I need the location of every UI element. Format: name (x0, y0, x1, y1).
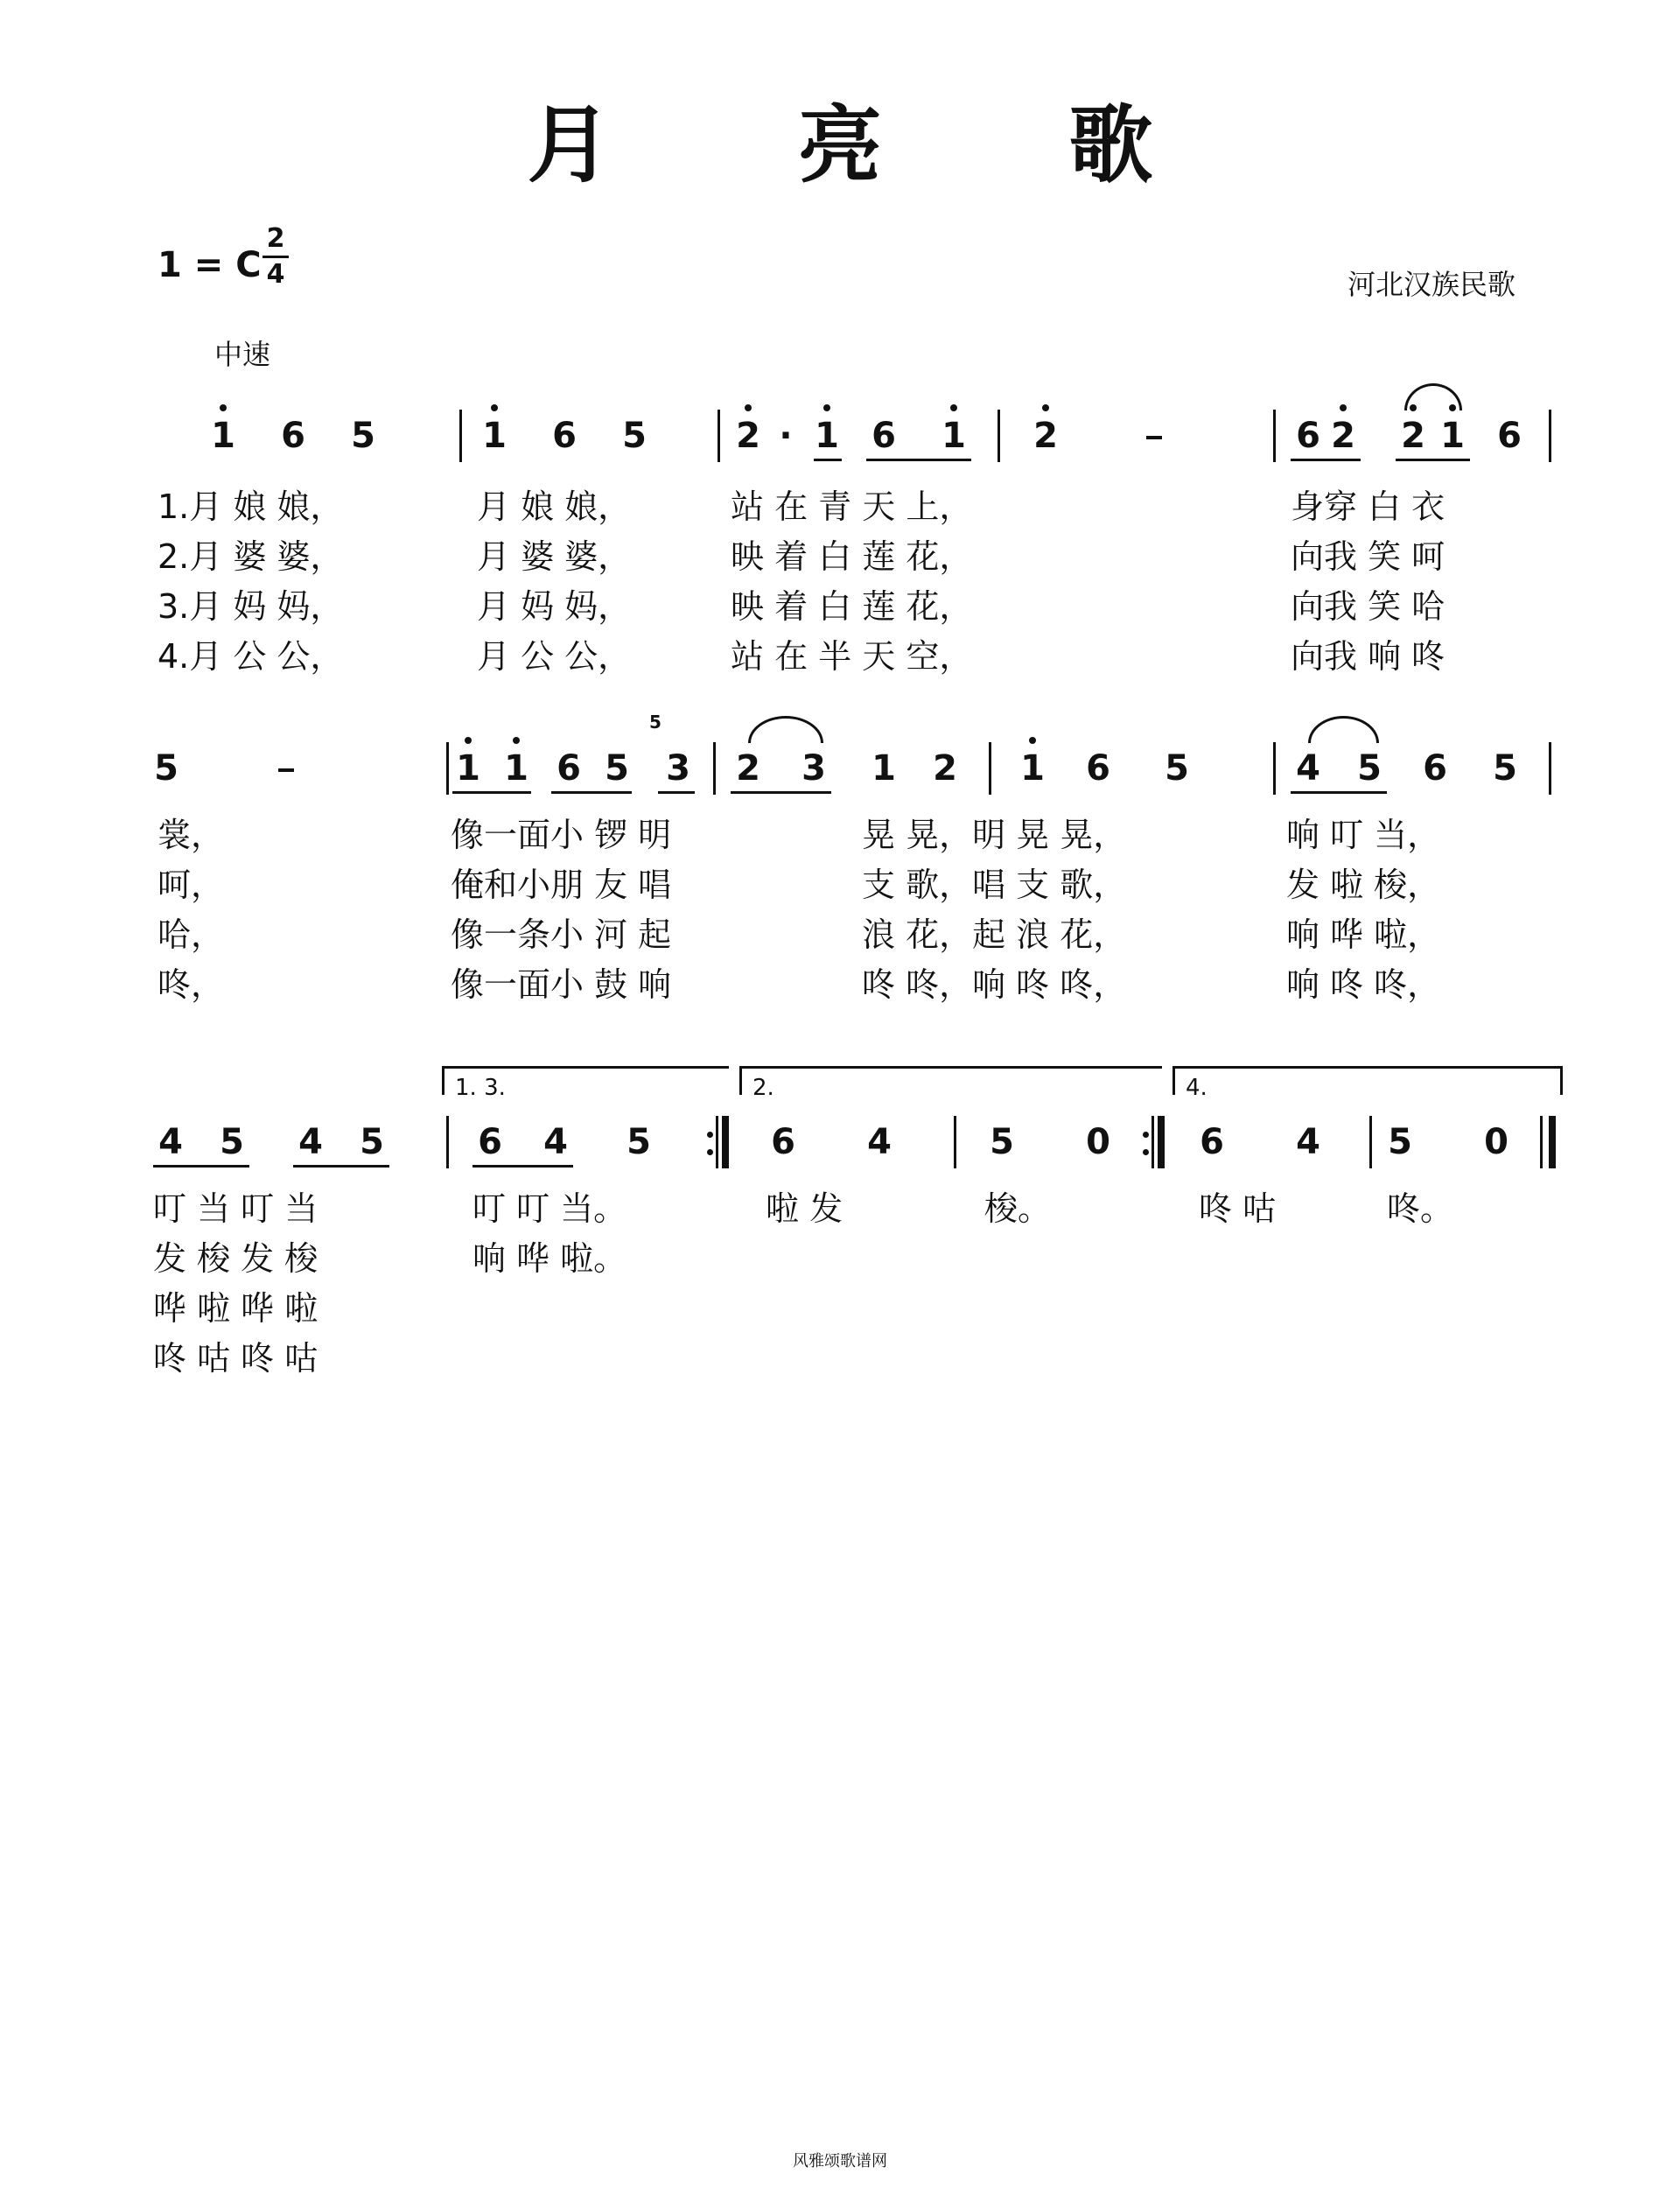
note: 5 (990, 1122, 1014, 1162)
lyric: 呵， (158, 866, 225, 904)
note: 2 (1396, 418, 1431, 453)
underline (1396, 459, 1470, 461)
lyric: 咚 咚，响 咚 咚， (862, 965, 1127, 1004)
note: 5 (1493, 748, 1517, 789)
note: 6 (1086, 748, 1110, 789)
slur (1404, 383, 1462, 410)
lyric: 像一面小 鼓 响 (451, 965, 672, 1004)
note: 4 (158, 1122, 183, 1162)
note: 4 (298, 1122, 323, 1162)
underline (658, 791, 695, 794)
lyric: 咚 咕 咚 咕 (153, 1339, 318, 1378)
extension-dash (1146, 436, 1162, 439)
note: 2 (1326, 418, 1361, 453)
lyric: 响 咚 咚， (1286, 965, 1441, 1004)
volta-label: 2. (752, 1075, 774, 1101)
grace-note: 5 (649, 712, 662, 733)
note: 2 (731, 418, 766, 453)
note: 6 (771, 1122, 795, 1162)
note: 6 (281, 416, 305, 456)
lyric: 映 着 白 莲 花， (731, 587, 973, 626)
barline (954, 1116, 956, 1168)
barline (998, 410, 1000, 462)
note: 1 (451, 751, 486, 786)
note: 5 (605, 748, 629, 789)
footer-watermark: 风雅颂歌谱网 (793, 2152, 887, 2170)
volta-2 (739, 1066, 1162, 1095)
lyric: 站 在 半 天 空， (731, 637, 973, 676)
underline (153, 1165, 249, 1168)
slur (748, 716, 823, 743)
note: 4 (1296, 1122, 1320, 1162)
song-source: 河北汉族民歌 (1348, 268, 1516, 301)
note: 4 (867, 1122, 892, 1162)
lyric: 晃 晃，明 晃 晃， (862, 816, 1127, 854)
lyric: 4.月 公 公， (158, 637, 344, 676)
note: 2 (736, 748, 760, 789)
lyric: 叮 叮 当。 (472, 1189, 627, 1228)
note: 3 (666, 748, 690, 789)
barline (713, 742, 716, 795)
underline (731, 791, 831, 794)
song-title: 月 亮 歌 (527, 96, 1232, 194)
lyric: 月 妈 妈， (477, 587, 632, 626)
tempo-marking: 中速 (214, 338, 271, 371)
note: 1 (499, 751, 534, 786)
lyric: 3.月 妈 妈， (158, 587, 344, 626)
barline (1369, 1116, 1372, 1168)
note: 0 (1086, 1122, 1110, 1162)
barline (1540, 1116, 1543, 1168)
lyric: 裳， (158, 816, 225, 854)
underline (293, 1165, 389, 1168)
note: 6 (1200, 1122, 1224, 1162)
note: 2 (933, 748, 957, 789)
underline (551, 791, 632, 794)
barline (1549, 742, 1551, 795)
lyric: 映 着 白 莲 花， (731, 537, 973, 576)
underline (1291, 459, 1361, 461)
lyric: 向我 笑 呵 (1291, 537, 1446, 576)
key-signature: 1 = C (158, 245, 262, 285)
repeat-dot (1143, 1149, 1149, 1155)
note: 1 (1435, 418, 1470, 453)
note: 1 (809, 418, 844, 453)
note: 5 (154, 748, 178, 789)
note: 1 (872, 748, 896, 789)
lyric: 响 哗 啦。 (472, 1239, 627, 1278)
note: 6 (1296, 416, 1320, 456)
note: 5 (351, 416, 375, 456)
volta-label: 4. (1186, 1075, 1208, 1101)
repeat-barline (722, 1116, 729, 1168)
lyric: 2.月 婆 婆， (158, 537, 344, 576)
note: 1 (1015, 751, 1050, 786)
underline (814, 459, 842, 461)
lyric: 支 歌，唱 支 歌， (862, 866, 1127, 904)
note: 5 (1388, 1122, 1412, 1162)
note: 1 (477, 418, 512, 453)
repeat-dot (707, 1132, 713, 1138)
lyric: 咚， (158, 965, 225, 1004)
lyric: 月 公 公， (477, 637, 632, 676)
note: 6 (552, 416, 577, 456)
lyric: 咚 咕 (1199, 1189, 1277, 1228)
barline (459, 410, 462, 462)
underline (452, 791, 531, 794)
lyric: 站 在 青 天 上， (731, 487, 973, 526)
lyric: 叮 当 叮 当 (153, 1189, 318, 1228)
extension-dash (278, 768, 294, 772)
lyric: 响 哗 啦， (1286, 915, 1441, 954)
underline (472, 1165, 573, 1168)
note: 5 (1165, 748, 1189, 789)
note: 1 (936, 418, 971, 453)
barline (716, 1116, 718, 1168)
note: 6 (1423, 748, 1447, 789)
note: 5 (1357, 748, 1382, 789)
underline (866, 459, 971, 461)
note: 6 (556, 748, 581, 789)
lyric: 哈， (158, 915, 225, 954)
lyric: 身穿 白 衣 (1291, 487, 1446, 526)
repeat-dot (707, 1149, 713, 1155)
volta-4 (1172, 1066, 1563, 1095)
lyric: 哗 啦 哗 啦 (153, 1289, 318, 1328)
barline (1273, 410, 1276, 462)
barline (1549, 410, 1551, 462)
lyric: 俺和小朋 友 唱 (451, 866, 672, 904)
barline (446, 742, 449, 795)
lyric: 像一条小 河 起 (451, 915, 672, 954)
note: 4 (543, 1122, 568, 1162)
barline (989, 742, 991, 795)
lyric: 响 叮 当， (1286, 816, 1441, 854)
repeat-barline (1158, 1116, 1165, 1168)
note-dot: · (779, 416, 793, 456)
note: 0 (1484, 1122, 1508, 1162)
barline (446, 1116, 449, 1168)
repeat-dot (1143, 1132, 1149, 1138)
barline (718, 410, 720, 462)
lyric: 向我 响 咚 (1291, 637, 1446, 676)
note: 5 (622, 416, 647, 456)
lyric: 咚。 (1387, 1189, 1454, 1228)
lyric: 像一面小 锣 明 (451, 816, 672, 854)
lyric: 发 啦 梭， (1286, 866, 1441, 904)
lyric: 月 娘 娘， (477, 487, 632, 526)
note: 6 (1497, 416, 1522, 456)
lyric: 啦 发 (766, 1189, 844, 1228)
underline (1291, 791, 1387, 794)
note: 6 (478, 1122, 502, 1162)
barline (1152, 1116, 1154, 1168)
volta-label: 1. 3. (455, 1075, 506, 1101)
note: 4 (1296, 748, 1320, 789)
lyric: 浪 花，起 浪 花， (862, 915, 1127, 954)
note: 5 (360, 1122, 384, 1162)
lyric: 向我 笑 哈 (1291, 587, 1446, 626)
note: 6 (872, 416, 896, 456)
lyric: 月 婆 婆， (477, 537, 632, 576)
note: 3 (802, 748, 826, 789)
barline (1273, 742, 1276, 795)
lyric: 梭。 (984, 1189, 1052, 1228)
lyric: 1.月 娘 娘， (158, 487, 344, 526)
note: 5 (220, 1122, 244, 1162)
lyric: 发 梭 发 梭 (153, 1239, 318, 1278)
slur (1308, 716, 1379, 743)
time-signature: 2 4 (262, 226, 289, 288)
note: 1 (206, 418, 241, 453)
note: 2 (1028, 418, 1063, 453)
note: 5 (626, 1122, 651, 1162)
final-barline (1549, 1116, 1556, 1168)
